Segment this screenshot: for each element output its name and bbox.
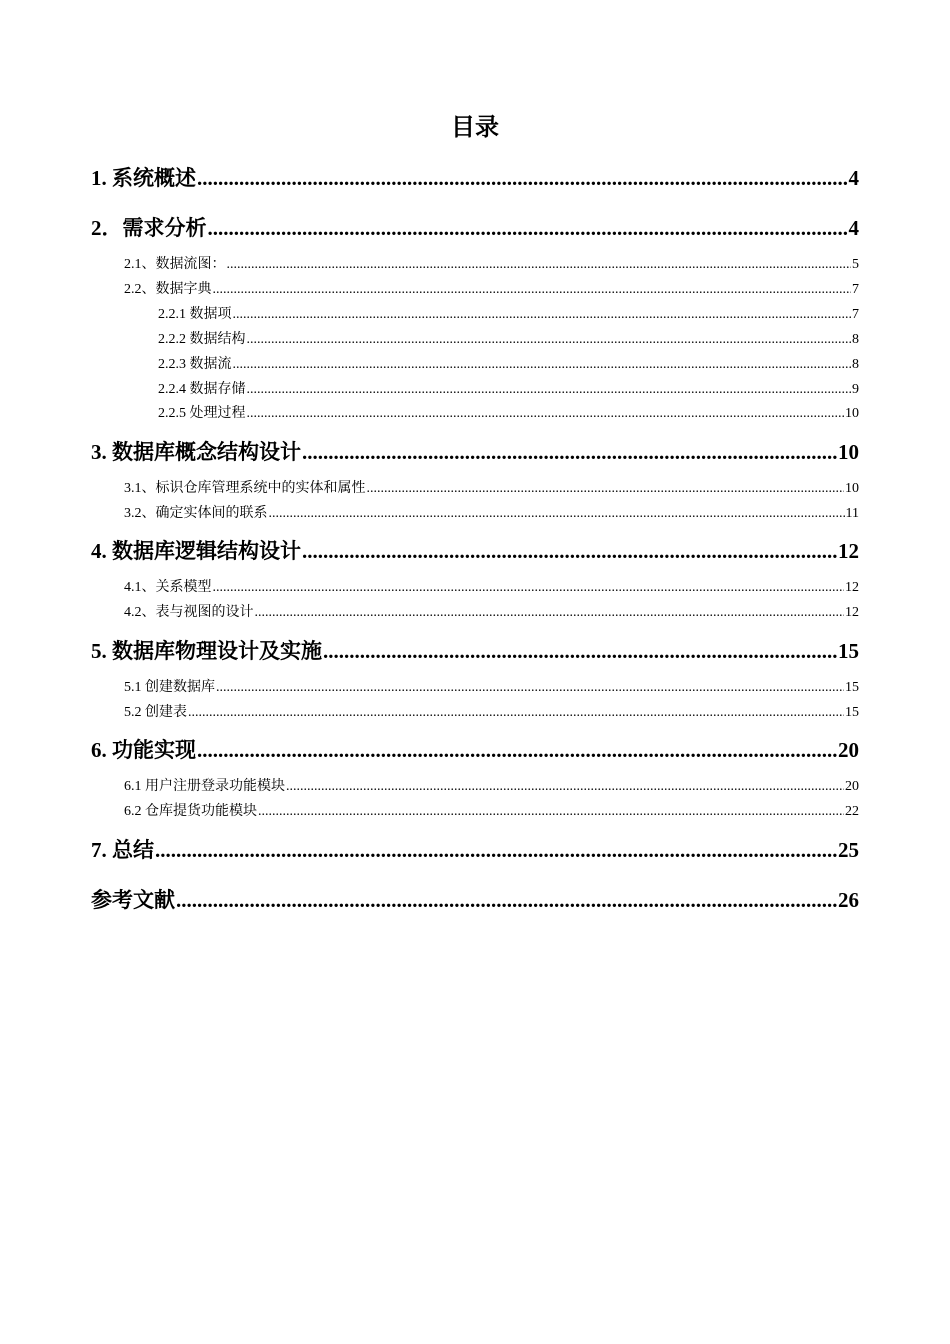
toc-dot-leader [213, 578, 845, 598]
toc-dot-leader [286, 777, 844, 797]
toc-entry-label: 参考文献 [91, 888, 175, 912]
toc-dot-leader [227, 255, 852, 275]
toc-dot-leader [269, 504, 845, 524]
toc-entry-label: 2．需求分析 [91, 216, 207, 240]
toc-dot-leader [255, 603, 845, 623]
toc-entry-page-number: 26 [838, 888, 859, 912]
toc-entry-page-number: 15 [845, 680, 859, 695]
toc-entry-label: 5. 数据库物理设计及实施 [91, 639, 322, 663]
toc-dot-leader [155, 836, 837, 864]
toc-dot-leader [233, 355, 852, 375]
toc-entry-page-number: 7 [852, 307, 859, 322]
toc-entry-page-number: 11 [845, 506, 859, 521]
toc-entry-page-number: 25 [838, 838, 859, 862]
toc-entry-page-number: 8 [852, 357, 859, 372]
toc-entry-page-number: 15 [838, 639, 859, 663]
toc-entry-label: 2.2、数据字典 [124, 282, 212, 297]
toc-entry[interactable] [91, 537, 859, 565]
toc-entry[interactable] [91, 214, 859, 242]
toc-entry[interactable] [158, 380, 859, 400]
toc-entry-page-number: 20 [838, 738, 859, 762]
toc-entry-label: 3.1、标识仓库管理系统中的实体和属性 [124, 481, 366, 496]
toc-entry[interactable] [124, 255, 859, 275]
toc-entry[interactable] [91, 637, 859, 665]
toc-entry[interactable] [158, 330, 859, 350]
toc-entry-label: 2.2.4 数据存储 [158, 382, 246, 397]
toc-entry-page-number: 8 [852, 332, 859, 347]
toc-entry-label: 6.1 用户注册登录功能模块 [124, 779, 285, 794]
toc-entry-page-number: 9 [852, 382, 859, 397]
toc-entry[interactable] [158, 355, 859, 375]
toc-entry-label: 6.2 仓库提货功能模块 [124, 804, 257, 819]
toc-entry-label: 5.1 创建数据库 [124, 680, 215, 695]
toc-dot-leader [323, 637, 837, 665]
toc-entry-label: 4. 数据库逻辑结构设计 [91, 539, 301, 563]
toc-entry[interactable] [158, 404, 859, 424]
toc-entry[interactable] [91, 736, 859, 764]
toc-dot-leader [213, 280, 852, 300]
toc-entry-page-number: 20 [845, 779, 859, 794]
toc-entry[interactable] [91, 438, 859, 466]
toc-entry-page-number: 22 [845, 804, 859, 819]
toc-dot-leader [367, 479, 845, 499]
toc-entry-page-number: 12 [845, 580, 859, 595]
toc-dot-leader [247, 404, 845, 424]
toc-entry-page-number: 12 [845, 605, 859, 620]
toc-dot-leader [247, 380, 852, 400]
toc-dot-leader [258, 802, 844, 822]
toc-entry[interactable] [91, 886, 859, 914]
toc-entry-label: 2.2.2 数据结构 [158, 332, 246, 347]
toc-entry[interactable] [124, 678, 859, 698]
toc-dot-leader [176, 886, 837, 914]
toc-entry-label: 3.2、确定实体间的联系 [124, 506, 268, 521]
toc-entry-page-number: 15 [845, 705, 859, 720]
toc-dot-leader [247, 330, 852, 350]
toc-entry-label: 2.2.5 处理过程 [158, 406, 246, 421]
toc-dot-leader [188, 703, 844, 723]
toc-entry-label: 1. 系统概述 [91, 166, 196, 190]
toc-entry-label: 5.2 创建表 [124, 705, 187, 720]
toc-dot-leader [233, 305, 852, 325]
toc-entry[interactable] [124, 703, 859, 723]
toc-entry-page-number: 5 [852, 257, 859, 272]
toc-entry-label: 2.2.1 数据项 [158, 307, 232, 322]
toc-entry-label: 7. 总结 [91, 838, 154, 862]
toc-dot-leader [302, 537, 837, 565]
toc-entry-label: 4.1、关系模型 [124, 580, 212, 595]
toc-entry[interactable] [91, 836, 859, 864]
toc-entry[interactable] [124, 603, 859, 623]
toc-dot-leader [208, 214, 848, 242]
toc-entry[interactable] [124, 802, 859, 822]
toc-entry[interactable] [91, 164, 859, 192]
toc-entry-page-number: 10 [838, 440, 859, 464]
toc-dot-leader [302, 438, 837, 466]
toc-title: 目录 [451, 115, 499, 141]
toc-entry[interactable] [124, 280, 859, 300]
toc-entry-page-number: 4 [848, 166, 859, 190]
toc-entry[interactable] [124, 578, 859, 598]
toc-dot-leader [216, 678, 844, 698]
toc-entry-label: 2.2.3 数据流 [158, 357, 232, 372]
toc-entry[interactable] [124, 504, 859, 524]
toc-entry-label: 2.1、数据流图： [124, 257, 226, 272]
toc-entry[interactable] [124, 777, 859, 797]
toc-entry-label: 4.2、表与视图的设计 [124, 605, 254, 620]
toc-entry[interactable] [158, 305, 859, 325]
toc-entry-page-number: 10 [845, 481, 859, 496]
toc-entry-page-number: 12 [838, 539, 859, 563]
toc-entry-page-number: 4 [848, 216, 859, 240]
toc-dot-leader [197, 164, 848, 192]
toc-entry[interactable] [124, 479, 859, 499]
toc-entry-page-number: 7 [852, 282, 859, 297]
toc-dot-leader [197, 736, 837, 764]
toc-entry-label: 6. 功能实现 [91, 738, 196, 762]
toc-entry-label: 3. 数据库概念结构设计 [91, 440, 301, 464]
toc-entry-page-number: 10 [845, 406, 859, 421]
